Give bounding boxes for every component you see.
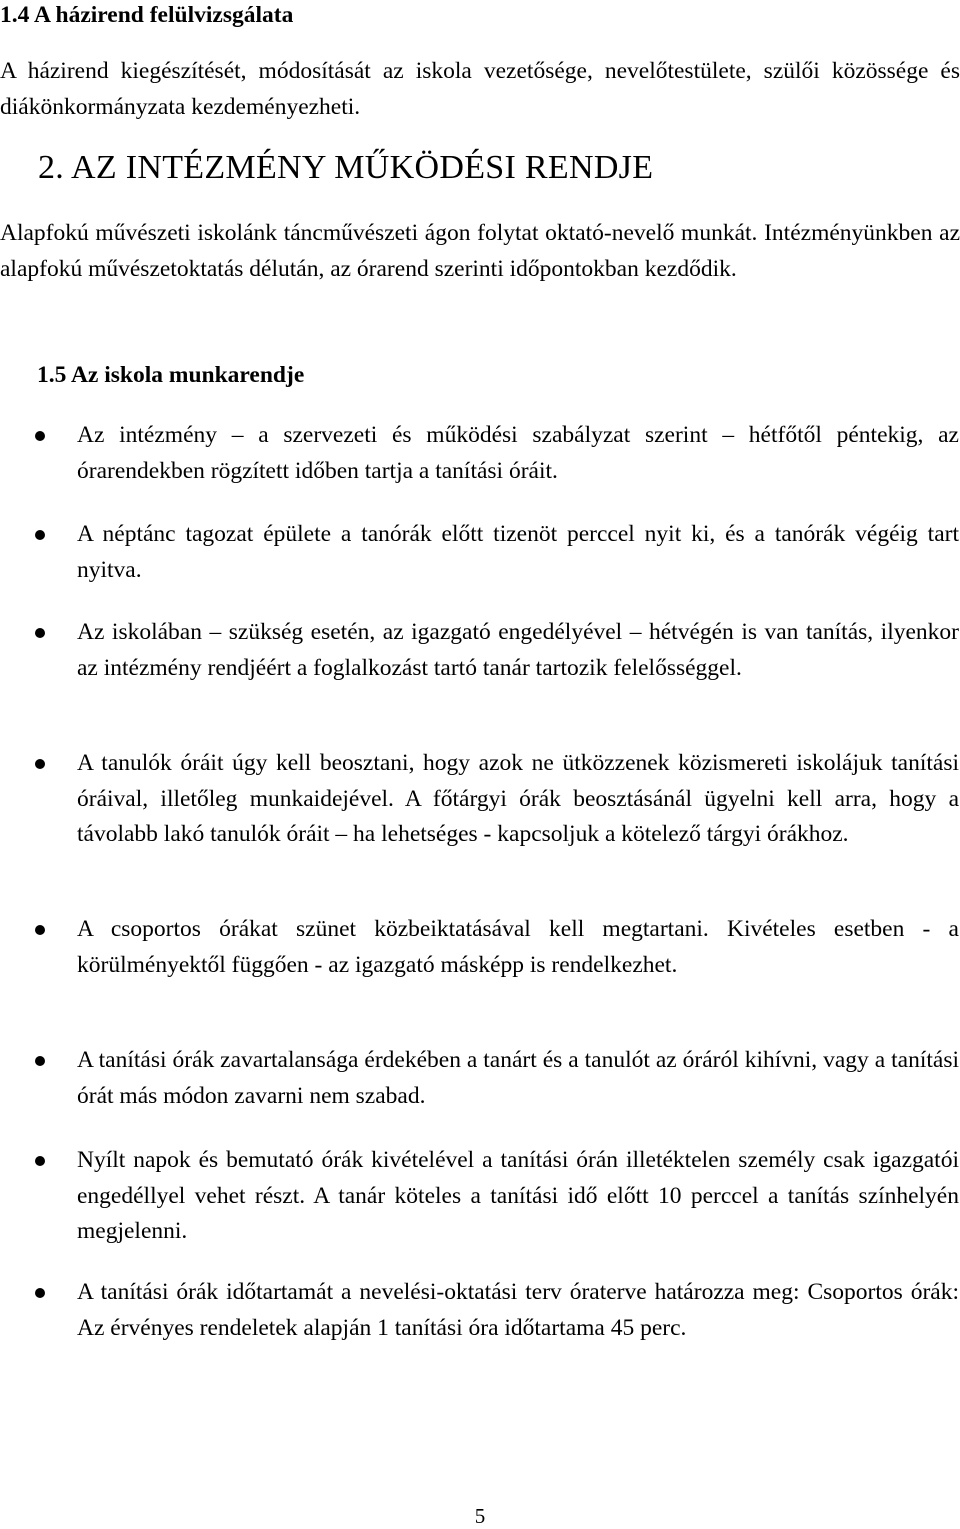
chapter-heading: 2. AZ INTÉZMÉNY MŰKÖDÉSI RENDJE — [38, 149, 654, 186]
bullet-icon — [35, 1056, 45, 1066]
bullet-icon — [35, 1288, 45, 1298]
bullet-icon — [35, 628, 45, 638]
bullet-icon — [35, 431, 45, 441]
bullet-icon — [35, 530, 45, 540]
bullet-icon — [35, 1156, 45, 1166]
chapter-2-paragraph: Alapfokú művészeti iskolánk táncművészeti ágon folytat oktató-nevelő munkát. Intézményünkben az alapfokú művészetoktatás délután, az órarend szerinti időpontokban kezdődik. — [0, 220, 960, 282]
list-item-text: Nyílt napok és bemutató órák kivételével a tanítási órán illetéktelen személy csak igazgatói engedéllyel vehet részt. A tanár köteles a tanítási idő előtt 10 perccel a tanítás színhelyén megjelenni. — [77, 1147, 959, 1244]
page-number: 5 — [474, 1504, 486, 1528]
list-item-text: A tanítási órák zavartalansága érdekében a tanárt és a tanulót az óráról kihívni, vagy a tanítási órát más módon zavarni nem szabad. — [77, 1047, 959, 1109]
list-item-text: A néptánc tagozat épülete a tanórák előtt tizenöt perccel nyit ki, és a tanórák végéig tart nyitva. — [77, 521, 959, 583]
list-item-text: A tanítási órák időtartamát a nevelési-oktatási terv óraterve határozza meg: Csoportos órák: Az érvényes rendeletek alapján 1 tanítási óra időtartama 45 perc. — [77, 1279, 959, 1341]
list-item-text: A csoportos órákat szünet közbeiktatásával kell megtartani. Kivételes esetben - a körülményektől függően - az igazgató másképp is rendelkezhet. — [77, 916, 959, 978]
bullet-icon — [35, 759, 45, 769]
list-item-text: A tanulók óráit úgy kell beosztani, hogy azok ne ütközzenek közismereti iskolájuk tanítási óráival, illetőleg munkaidejével. A főtárgyi órák beosztásánál ügyelni kell arra, hogy a távolabb lakó tanulók óráit – ha lehetséges - kapcsoljuk a kötelező tárgyi órákhoz. — [77, 750, 959, 847]
section-heading-1-5: 1.5 Az iskola munkarendje — [37, 362, 305, 388]
section-1-4-paragraph: A házirend kiegészítését, módosítását az iskola vezetősége, nevelőtestülete, szülői közössége és diákönkormányzata kezdeményezheti. — [0, 58, 960, 120]
list-item-text: Az intézmény – a szervezeti és működési szabályzat szerint – hétfőtől péntekig, az órarendekben rögzített időben tartja a tanítási óráit. — [77, 422, 959, 484]
bullet-icon — [35, 925, 45, 935]
list-item-text: Az iskolában – szükség esetén, az igazgató engedélyével – hétvégén is van tanítás, ilyenkor az intézmény rendjéért a foglalkozást tartó tanár tartozik felelősséggel. — [77, 619, 959, 681]
section-heading-1-4: 1.4 A házirend felülvizsgálata — [0, 2, 294, 28]
